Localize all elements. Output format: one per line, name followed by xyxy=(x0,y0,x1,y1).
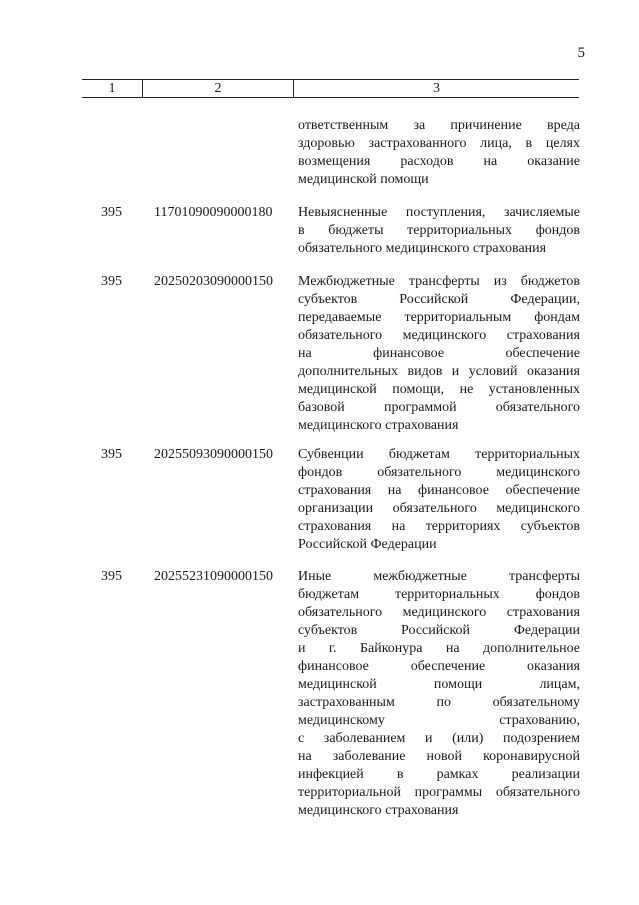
admin-code: 395 xyxy=(101,447,122,462)
desc-line: Межбюджетные трансферты из бюджетов xyxy=(298,274,580,289)
desc-line: бюджетам территориальных фондов xyxy=(298,587,580,602)
budget-class-code: 20255093090000150 xyxy=(154,447,273,462)
desc-line: страхования на финансовое обеспечение xyxy=(298,483,580,498)
desc-line: дополнительных видов и условий оказания xyxy=(298,364,580,379)
desc-line: Иные межбюджетные трансферты xyxy=(298,569,580,584)
header-col-3: 3 xyxy=(433,81,440,96)
budget-class-code: 20250203090000150 xyxy=(154,274,273,289)
desc-line: медицинской помощи, не установленных xyxy=(298,382,580,397)
budget-class-code: 11701090090000180 xyxy=(154,205,273,220)
desc-line: застрахованным по обязательному xyxy=(298,695,580,710)
desc-line: возмещения расходов на оказание xyxy=(298,154,580,169)
desc-line: Невыясненные поступления, зачисляемые xyxy=(298,205,580,220)
row-description xyxy=(298,117,580,189)
desc-line: медицинскому страхованию, xyxy=(298,713,580,728)
desc-line: медицинского страхования xyxy=(298,418,459,433)
desc-line: обязательного медицинского страхования xyxy=(298,328,580,343)
desc-line: здоровью застрахованного лица, в целях xyxy=(298,136,580,151)
desc-line: и г. Байконура на дополнительное xyxy=(298,641,580,656)
desc-line: Российской Федерации xyxy=(298,537,437,552)
desc-line: передаваемые территориальным фондам xyxy=(298,310,580,325)
row-description xyxy=(298,568,580,820)
desc-line: фондов обязательного медицинского xyxy=(298,465,580,480)
header-col-2: 2 xyxy=(143,80,294,97)
desc-line: ответственным за причинение вреда xyxy=(298,118,580,133)
row-description xyxy=(298,446,580,554)
table-header xyxy=(82,79,579,98)
header-col-1: 1 xyxy=(82,80,143,97)
desc-line: Субвенции бюджетам территориальных xyxy=(298,447,580,462)
page-number: 5 xyxy=(577,45,585,61)
admin-code: 395 xyxy=(101,205,122,220)
admin-code: 395 xyxy=(101,569,122,584)
desc-line: базовой программой обязательного xyxy=(298,400,580,415)
desc-line: медицинской помощи лицам, xyxy=(298,677,580,692)
desc-line: на заболевание новой коронавирусной xyxy=(298,749,580,764)
desc-line: организации обязательного медицинского xyxy=(298,501,580,516)
desc-line: медицинской помощи xyxy=(298,172,429,187)
desc-line: на финансовое обеспечение xyxy=(298,346,580,361)
desc-line: субъектов Российской Федерации xyxy=(298,623,580,638)
desc-line: в бюджеты территориальных фондов xyxy=(298,223,580,238)
admin-code: 395 xyxy=(101,274,122,289)
desc-line: с заболеванием и (или) подозрением xyxy=(298,731,580,746)
row-description xyxy=(298,273,580,435)
desc-line: медицинского страхования xyxy=(298,803,459,818)
desc-line: субъектов Российской Федерации, xyxy=(298,292,580,307)
desc-line: территориальной программы обязательного xyxy=(298,785,580,800)
desc-line: обязательного медицинского страхования xyxy=(298,241,547,256)
budget-class-code: 20255231090000150 xyxy=(154,569,273,584)
desc-line: финансовое обеспечение оказания xyxy=(298,659,580,674)
desc-line: обязательного медицинского страхования xyxy=(298,605,580,620)
row-description xyxy=(298,204,580,258)
desc-line: инфекцией в рамках реализации xyxy=(298,767,580,782)
desc-line: страхования на территориях субъектов xyxy=(298,519,580,534)
